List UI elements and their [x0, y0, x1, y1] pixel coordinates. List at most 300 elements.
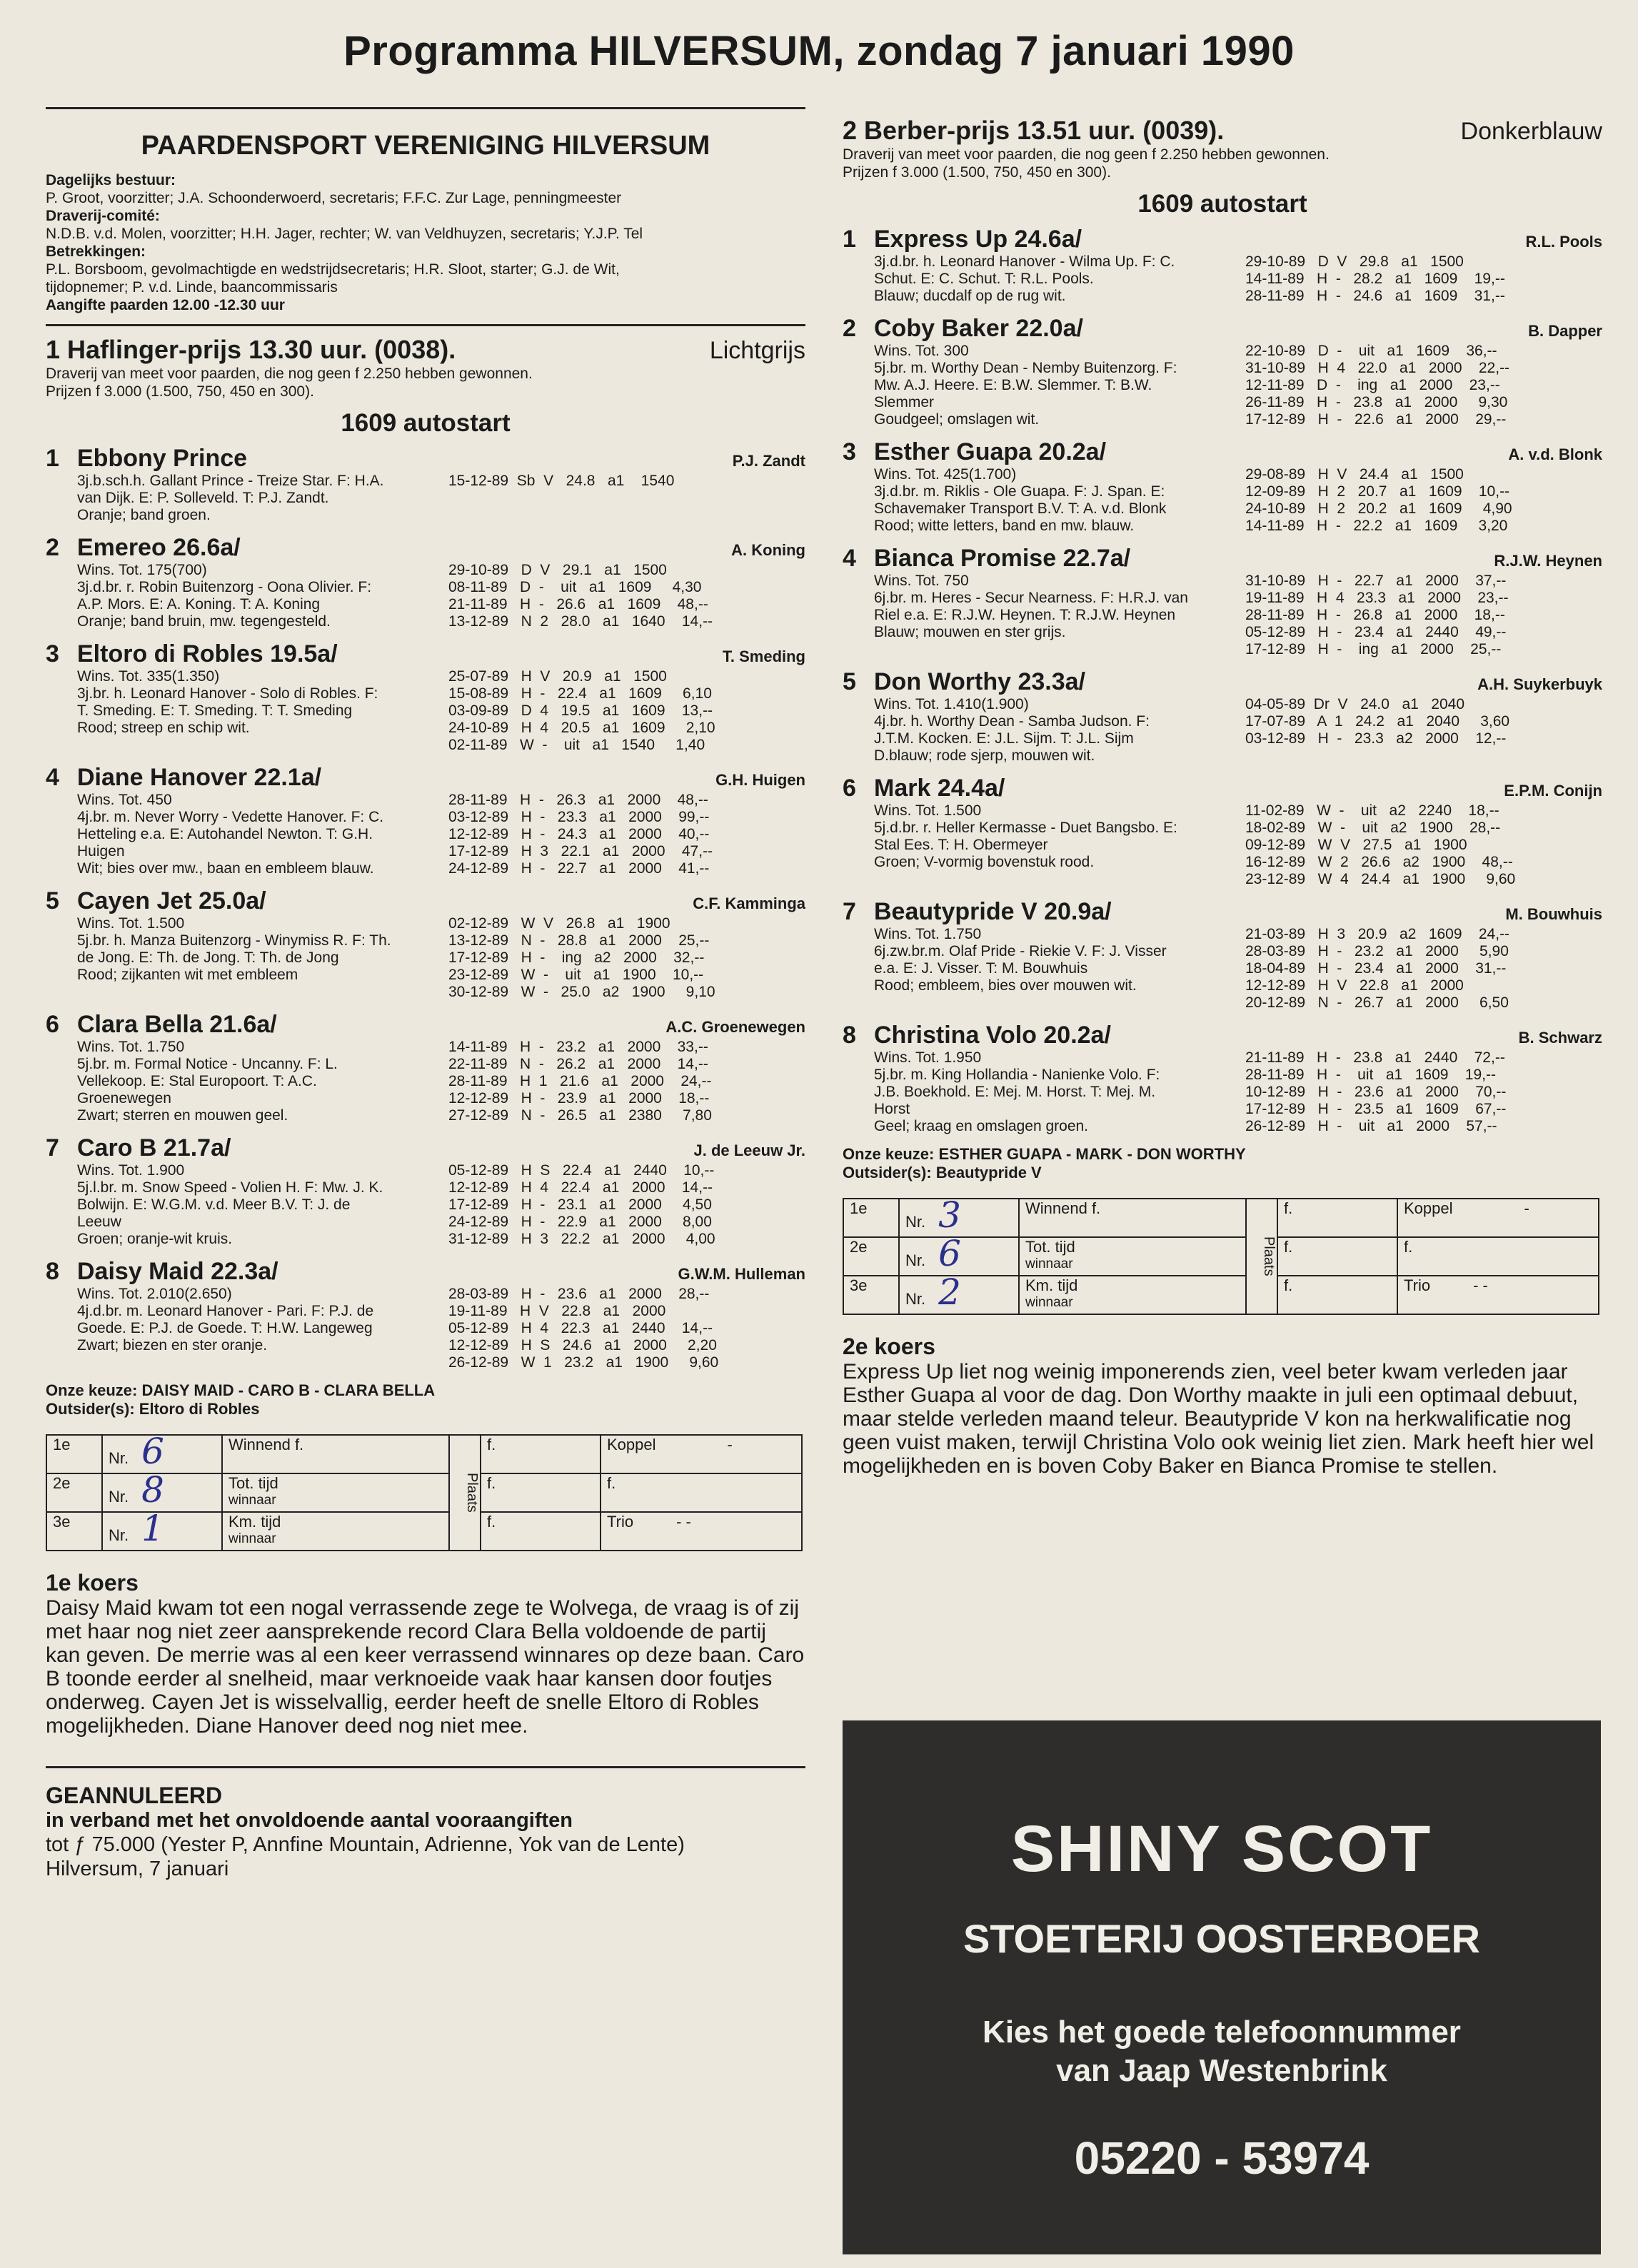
- info-line: Wins. Tot. 1.500: [77, 915, 185, 932]
- horse-driver: G.W.M. Hulleman: [678, 1265, 805, 1283]
- start-type: 1609 autostart: [341, 409, 511, 437]
- horse-info: [874, 253, 1245, 305]
- horse-results: [448, 1286, 805, 1371]
- result-line: 17-07-89 A 1 24.2 a1 2040 3,60: [1245, 713, 1510, 730]
- horse-entry: [46, 1258, 805, 1371]
- dash: - -: [1473, 1276, 1488, 1294]
- horse-details: [46, 792, 805, 877]
- result-line: 15-08-89 H - 22.4 a1 1609 6,10: [448, 685, 712, 702]
- info-line: Leeuw: [77, 1214, 121, 1230]
- bet-number-cell: [102, 1508, 222, 1551]
- horse-name: [46, 764, 321, 792]
- horse-results: [1245, 696, 1602, 765]
- bet-desc-cell: [1019, 1199, 1246, 1237]
- handwritten-number: 2: [938, 1271, 961, 1313]
- horse-number: 8: [843, 1022, 856, 1049]
- horse-details: [46, 668, 805, 754]
- bet-desc: Tot. tijd: [1025, 1238, 1075, 1256]
- our-choice: Onze keuze: DAISY MAID - CARO B - CLARA BELLA: [46, 1381, 436, 1399]
- club-line: P.L. Borsboom, gevolmachtigde en wedstrijdsecretaris; H.R. Sloot, starter; G.J. de Wit,: [46, 261, 620, 278]
- horse-results: [448, 792, 805, 877]
- result-line: 19-11-89 H V 22.8 a1 2000: [448, 1303, 666, 1319]
- result-line: 24-10-89 H 2 20.2 a1 1609 4,90: [1245, 500, 1512, 517]
- result-line: 18-04-89 H - 23.4 a1 2000 31,--: [1245, 960, 1507, 977]
- horse-info: [874, 343, 1245, 428]
- info-line: Oranje; band groen.: [77, 507, 211, 523]
- info-line: Wins. Tot. 450: [77, 792, 172, 808]
- result-line: 12-12-89 H V 22.8 a1 2000: [1245, 977, 1464, 994]
- result-line: 02-12-89 W V 26.8 a1 1900: [448, 915, 670, 932]
- horse-details: [843, 253, 1602, 305]
- info-line: 5j.br. h. Manza Buitenzorg - Winymiss R. F: Th.: [77, 932, 391, 949]
- info-line: 5j.br. m. Formal Notice - Uncanny. F: L.: [77, 1056, 338, 1072]
- horse-number: 7: [843, 898, 856, 925]
- horse-header: [843, 438, 1602, 466]
- horse-header: [843, 545, 1602, 573]
- info-line: Horst: [874, 1101, 910, 1117]
- koppel-cell: [1397, 1199, 1599, 1237]
- race-conditions: Draverij van meet voor paarden, die nog geen f 2.250 hebben gewonnen.: [46, 366, 533, 382]
- horse-number: 7: [46, 1134, 59, 1161]
- info-line: Rood; embleem, bies over mouwen wit.: [874, 977, 1137, 994]
- horse-driver: M. Bouwhuis: [1505, 905, 1602, 923]
- info-line: de Jong. E: Th. de Jong. T: Th. de Jong: [77, 949, 339, 966]
- koppel-label: Koppel: [1404, 1199, 1453, 1217]
- horse-header: [46, 640, 805, 668]
- handwritten-number: 6: [141, 1431, 164, 1472]
- outsider: Outsider(s): Eltoro di Robles: [46, 1400, 260, 1418]
- horse-header: [843, 898, 1602, 926]
- horse-name: [46, 534, 241, 562]
- cancelled-line: tot ƒ 75.000 (Yester P, Annfine Mountain, Adrienne, Yok van de Lente): [46, 1833, 685, 1856]
- ad-line: van Jaap Westenbrink: [1056, 2053, 1387, 2088]
- horse-header: [46, 887, 805, 915]
- horse-details: [843, 926, 1602, 1012]
- horse-entry: [843, 545, 1602, 658]
- horse-driver: A. v.d. Blonk: [1508, 445, 1602, 463]
- horse-number: 1: [46, 445, 59, 472]
- result-line: 12-09-89 H 2 20.7 a1 1609 10,--: [1245, 483, 1510, 500]
- nr-label: Nr.: [905, 1251, 926, 1269]
- result-line: 19-11-89 H 4 23.3 a1 2000 23,--: [1245, 590, 1509, 606]
- plaats-f-cell: f.: [481, 1512, 601, 1551]
- horse-name: [46, 1011, 277, 1039]
- result-line: 12-12-89 H - 23.9 a1 2000 18,--: [448, 1090, 710, 1107]
- info-line: Mw. A.J. Heere. E: B.W. Slemmer. T: B.W.: [874, 377, 1152, 393]
- horse-name-text: Daisy Maid 22.3a/: [77, 1258, 278, 1285]
- horse-number: 2: [46, 534, 59, 561]
- horse-results: [1245, 253, 1602, 305]
- horse-info: [874, 802, 1245, 888]
- horse-name: [843, 545, 1130, 573]
- race-2: [843, 116, 1602, 1478]
- result-line: 08-11-89 D - uit a1 1609 4,30: [448, 579, 702, 595]
- info-line: Wins. Tot. 175(700): [77, 562, 207, 578]
- result-line: 03-09-89 D 4 19.5 a1 1609 13,--: [448, 702, 713, 719]
- horse-results: [1245, 573, 1602, 658]
- horse-name-text: Caro B 21.7a/: [77, 1134, 231, 1161]
- horse-driver: B. Dapper: [1528, 322, 1602, 340]
- info-line: Zwart; biezen en ster oranje.: [77, 1337, 268, 1354]
- horse-results: [448, 915, 805, 1001]
- info-line: Wins. Tot. 1.750: [874, 926, 982, 942]
- horse-results: [1245, 466, 1602, 535]
- horse-driver: R.J.W. Heynen: [1494, 552, 1602, 570]
- result-line: 28-11-89 H - uit a1 1609 19,--: [1245, 1067, 1496, 1083]
- horse-entry: [46, 534, 805, 630]
- result-line: 13-12-89 N 2 28.0 a1 1640 14,--: [448, 613, 713, 630]
- horse-results: [1245, 1049, 1602, 1135]
- horse-name-text: Ebbony Prince: [77, 445, 248, 472]
- horse-info: [77, 915, 448, 1001]
- horse-name-text: Beautypride V 20.9a/: [874, 898, 1112, 925]
- trio-cell: [601, 1512, 802, 1551]
- horse-details: [843, 573, 1602, 658]
- result-line: 28-11-89 H - 26.3 a1 2000 48,--: [448, 792, 708, 808]
- info-line: Groen; oranje-wit kruis.: [77, 1231, 233, 1247]
- result-line: 04-05-89 Dr V 24.0 a1 2040: [1245, 696, 1465, 712]
- horse-driver: C.F. Kamminga: [693, 894, 805, 912]
- info-line: e.a. E: J. Visser. T: M. Bouwhuis: [874, 960, 1088, 977]
- bet-place-label: 2e: [46, 1473, 102, 1512]
- info-line: Geel; kraag en omslagen groen.: [874, 1118, 1089, 1134]
- result-line: 29-10-89 D V 29.1 a1 1500: [448, 562, 667, 578]
- horse-entry: [46, 1011, 805, 1124]
- horse-header: [843, 775, 1602, 802]
- result-line: 12-12-89 H 4 22.4 a1 2000 14,--: [448, 1179, 713, 1196]
- result-line: 10-12-89 H - 23.6 a1 2000 70,--: [1245, 1084, 1507, 1100]
- plaats-f-cell: f.: [481, 1473, 601, 1512]
- plaats-label: Plaats: [449, 1435, 481, 1551]
- info-line: 5j.l.br. m. Snow Speed - Volien H. F: Mw. J. K.: [77, 1179, 383, 1196]
- horse-number: 4: [843, 545, 856, 572]
- ad-headline: SHINY SCOT: [1010, 1813, 1433, 1885]
- horse-number: 6: [843, 775, 856, 802]
- advertisement: [843, 1720, 1601, 2254]
- result-line: 12-11-89 D - ing a1 2000 23,--: [1245, 377, 1500, 393]
- page-header: Programma HILVERSUM, zondag 7 januari 1990: [343, 28, 1295, 74]
- commentary-title: 2e koers: [843, 1334, 935, 1359]
- horse-info: [874, 466, 1245, 535]
- info-line: Goudgeel; omslagen wit.: [874, 411, 1040, 428]
- horse-driver: T. Smeding: [722, 647, 805, 665]
- horse-info: [77, 792, 448, 877]
- horse-header: [46, 1011, 805, 1039]
- commentary-text: Daisy Maid kwam tot een nogal verrassende zege te Wolvega, de vraag is of zij met haar nog niet zeer aansprekende record Clara Bella voldoende de partij kan geven. De merrie was al een keer verrassend winnares op deze baan. Caro B toonde eerder al snelheid, maar verknoeide vaak haar kansen door foutjes onderweg. Cayen Jet is wisselvallig, eerder heeft de snelle Eltoro di Robles mogelijkheden. Diane Hanover deed nog niet mee.: [46, 1596, 805, 1738]
- horse-name: [46, 445, 247, 473]
- result-line: 17-12-89 H - 23.1 a1 2000 4,50: [448, 1196, 712, 1213]
- info-line: Riel e.a. E: R.J.W. Heynen. T: R.J.W. Heynen: [874, 607, 1176, 623]
- club-line: Betrekkingen:: [46, 243, 146, 260]
- horse-name-text: Christina Volo 20.2a/: [874, 1022, 1111, 1049]
- bet-number-cell: [102, 1469, 222, 1512]
- info-line: Wins. Tot. 750: [874, 573, 969, 589]
- nr-label: Nr.: [109, 1488, 129, 1506]
- result-line: 03-12-89 H - 23.3 a1 2000 99,--: [448, 809, 710, 825]
- info-line: Blauw; mouwen en ster grijs.: [874, 624, 1066, 640]
- dash: - -: [676, 1513, 691, 1531]
- info-line: Oranje; band bruin, mw. tegengesteld.: [77, 613, 331, 630]
- horse-name-text: Coby Baker 22.0a/: [874, 315, 1083, 342]
- horse-name: [46, 887, 266, 915]
- bet-number-cell: [899, 1233, 1019, 1276]
- horse-name: [843, 1022, 1111, 1049]
- horse-name: [843, 438, 1106, 466]
- nr-label: Nr.: [905, 1290, 926, 1308]
- horse-entry: [843, 226, 1602, 305]
- result-line: 12-12-89 H - 24.3 a1 2000 40,--: [448, 826, 710, 842]
- club-line: P. Groot, voorzitter; J.A. Schoonderwoerd, secretaris; F.F.C. Zur Lage, penningmeester: [46, 190, 622, 206]
- horse-details: [843, 343, 1602, 428]
- horse-number: 5: [46, 887, 59, 914]
- info-line: 5j.br. m. Worthy Dean - Nemby Buitenzorg. F:: [874, 360, 1177, 376]
- horse-header: [46, 1258, 805, 1286]
- info-line: van Dijk. E: P. Solleveld. T: P.J. Zandt.: [77, 490, 329, 506]
- horse-results: [448, 1162, 805, 1248]
- bet-number-cell: [899, 1194, 1019, 1237]
- horse-number: 6: [46, 1011, 59, 1038]
- info-line: Wins. Tot. 1.410(1.900): [874, 696, 1029, 712]
- horse-header: [843, 226, 1602, 253]
- race-1: [46, 335, 805, 1881]
- horse-info: [874, 573, 1245, 658]
- horse-info: [874, 1049, 1245, 1135]
- horse-results: [448, 562, 805, 630]
- plaats-f-cell: f.: [1277, 1276, 1397, 1314]
- result-line: 21-03-89 H 3 20.9 a2 1609 24,--: [1245, 926, 1510, 942]
- horse-driver: P.J. Zandt: [732, 452, 805, 470]
- result-line: 17-12-89 H - ing a1 2000 25,--: [1245, 641, 1502, 657]
- info-line: 3j.br. h. Leonard Hanover - Solo di Robles. F:: [77, 685, 378, 702]
- horse-details: [46, 915, 805, 1001]
- horse-results: [1245, 802, 1602, 888]
- horse-number: 8: [46, 1258, 59, 1285]
- result-line: 22-10-89 D - uit a1 1609 36,--: [1245, 343, 1497, 359]
- info-line: Slemmer: [874, 394, 935, 410]
- info-line: Vellekoop. E: Stal Europoort. T: A.C.: [77, 1073, 317, 1089]
- info-line: Wins. Tot. 2.010(2.650): [77, 1286, 232, 1302]
- horse-results: [448, 1039, 805, 1124]
- info-line: Schavemaker Transport B.V. T: A. v.d. Blonk: [874, 500, 1167, 517]
- race-color: Lichtgrijs: [709, 337, 805, 364]
- bet-desc: Km. tijd: [228, 1513, 281, 1531]
- our-choice: Onze keuze: ESTHER GUAPA - MARK - DON WORTHY: [843, 1145, 1246, 1163]
- plaats-f-cell: f.: [1277, 1199, 1397, 1237]
- horse-details: [46, 473, 805, 524]
- result-line: 05-12-89 H - 23.4 a1 2440 49,--: [1245, 624, 1507, 640]
- horse-header: [46, 534, 805, 562]
- result-line: 21-11-89 H - 26.6 a1 1609 48,--: [448, 596, 708, 613]
- result-line: 24-12-89 H - 22.9 a1 2000 8,00: [448, 1214, 712, 1230]
- race-header: [843, 116, 1602, 146]
- info-line: 6j.br. m. Heres - Secur Nearness. F: H.R.J. van: [874, 590, 1188, 606]
- result-line: 21-11-89 H - 23.8 a1 2440 72,--: [1245, 1049, 1505, 1066]
- result-line: 16-12-89 W 2 26.6 a2 1900 48,--: [1245, 854, 1513, 870]
- top-rule: [46, 107, 805, 109]
- nr-label: Nr.: [109, 1449, 129, 1467]
- result-line: 18-02-89 W - uit a2 1900 28,--: [1245, 820, 1501, 836]
- commentary-title: 1e koers: [46, 1570, 139, 1596]
- bet-number-cell: [102, 1431, 222, 1473]
- horse-header: [46, 764, 805, 792]
- info-line: 5j.d.br. r. Heller Kermasse - Duet Bangsbo. E:: [874, 820, 1177, 836]
- koppel-label: Koppel: [607, 1436, 656, 1453]
- horse-info: [77, 668, 448, 754]
- horse-header: [46, 1134, 805, 1162]
- horse-entry: [843, 668, 1602, 765]
- bet-desc: winnaar: [228, 1531, 276, 1546]
- start-type: 1609 autostart: [1137, 190, 1307, 218]
- result-line: 27-12-89 N - 26.5 a1 2380 7,80: [448, 1107, 712, 1124]
- result-line: 26-12-89 H - uit a1 2000 57,--: [1245, 1118, 1497, 1134]
- bet-place-label: 3e: [843, 1276, 899, 1314]
- info-line: D.blauw; rode sjerp, mouwen wit.: [874, 747, 1095, 764]
- result-line: 23-12-89 W 4 24.4 a1 1900 9,60: [1245, 871, 1516, 887]
- result-line: 28-11-89 H - 26.8 a1 2000 18,--: [1245, 607, 1505, 623]
- horse-driver: A. Koning: [731, 541, 805, 559]
- nr-label: Nr.: [109, 1526, 129, 1544]
- result-line: 31-10-89 H - 22.7 a1 2000 37,--: [1245, 573, 1507, 589]
- horse-driver: B. Schwarz: [1518, 1029, 1602, 1047]
- result-line: 09-12-89 W V 27.5 a1 1900: [1245, 837, 1467, 853]
- horse-entry: [843, 775, 1602, 888]
- info-line: Hetteling e.a. E: Autohandel Newton. T: G.H.: [77, 826, 373, 842]
- result-line: 17-12-89 H 3 22.1 a1 2000 47,--: [448, 843, 713, 860]
- horse-info: [77, 562, 448, 630]
- horse-name-text: Clara Bella 21.6a/: [77, 1011, 277, 1038]
- ad-stud-farm: STOETERIJ OOSTERBOER: [963, 1916, 1480, 1961]
- horse-driver: E.P.M. Conijn: [1504, 782, 1602, 800]
- horse-info: [874, 926, 1245, 1012]
- info-line: 3j.d.br. r. Robin Buitenzorg - Oona Olivier. F:: [77, 579, 372, 595]
- info-line: Wins. Tot. 1.500: [874, 802, 982, 819]
- result-line: 26-12-89 W 1 23.2 a1 1900 9,60: [448, 1354, 719, 1371]
- koppel-f-cell: f.: [601, 1473, 802, 1512]
- result-line: 11-02-89 W - uit a2 2240 18,--: [1245, 802, 1499, 819]
- info-line: Rood; streep en schip wit.: [77, 720, 250, 736]
- bet-desc-cell: [1019, 1276, 1246, 1314]
- horse-info: [77, 1286, 448, 1371]
- bet-form: [46, 1431, 803, 1551]
- bet-place-label: 1e: [843, 1199, 899, 1237]
- info-line: Wit; bies over mw., baan en embleem blauw.: [77, 860, 374, 877]
- info-line: Stal Ees. T: H. Obermeyer: [874, 837, 1048, 853]
- horse-number: 2: [843, 315, 856, 342]
- result-line: 24-12-89 H - 22.7 a1 2000 41,--: [448, 860, 710, 877]
- horse-name-text: Cayen Jet 25.0a/: [77, 887, 266, 914]
- nr-label: Nr.: [905, 1213, 926, 1231]
- result-line: 17-12-89 H - 23.5 a1 1609 67,--: [1245, 1101, 1507, 1117]
- bet-place-label: 1e: [46, 1435, 102, 1473]
- horse-name-text: Emereo 26.6a/: [77, 534, 241, 561]
- horse-info: [874, 696, 1245, 765]
- info-line: Wins. Tot. 300: [874, 343, 969, 359]
- race-color: Donkerblauw: [1460, 118, 1602, 145]
- info-line: Wins. Tot. 1.750: [77, 1039, 185, 1055]
- horse-header: [46, 445, 805, 473]
- horse-name-text: Mark 24.4a/: [874, 775, 1005, 802]
- bet-desc: Km. tijd: [1025, 1276, 1078, 1294]
- result-line: 24-10-89 H 4 20.5 a1 1609 2,10: [448, 720, 715, 736]
- result-line: 17-12-89 H - 22.6 a1 2000 29,--: [1245, 411, 1507, 428]
- bet-desc-cell: [1019, 1237, 1246, 1276]
- result-line: 22-11-89 N - 26.2 a1 2000 14,--: [448, 1056, 708, 1072]
- info-line: Wins. Tot. 1.900: [77, 1162, 185, 1179]
- club-line: tijdopnemer; P. v.d. Linde, baancommissaris: [46, 279, 338, 296]
- horse-driver: G.H. Huigen: [715, 771, 805, 789]
- horse-results: [448, 473, 805, 524]
- result-line: 20-12-89 N - 26.7 a1 2000 6,50: [1245, 994, 1509, 1011]
- race-title: 1 Haflinger-prijs 13.30 uur. (0038).: [46, 335, 456, 364]
- trio-label: Trio: [607, 1513, 634, 1531]
- horse-number: 1: [843, 226, 856, 253]
- handwritten-number: 6: [938, 1233, 961, 1274]
- horse-name: [843, 226, 1082, 253]
- outsider: Outsider(s): Beautypride V: [843, 1164, 1042, 1181]
- horse-header: [843, 668, 1602, 696]
- race-prizes: Prijzen f 3.000 (1.500, 750, 450 en 300).: [843, 164, 1111, 181]
- horse-number: 3: [843, 438, 856, 465]
- info-line: Wins. Tot. 425(1.700): [874, 466, 1017, 483]
- horse-details: [46, 1162, 805, 1248]
- dash: -: [727, 1436, 733, 1453]
- handwritten-number: 8: [141, 1469, 164, 1511]
- divider: [46, 324, 805, 326]
- club-line: Draverij-comité:: [46, 208, 160, 224]
- result-line: 26-11-89 H - 23.8 a1 2000 9,30: [1245, 394, 1508, 410]
- horse-details: [46, 562, 805, 630]
- horse-driver: A.H. Suykerbuyk: [1477, 675, 1602, 693]
- info-line: J.T.M. Kocken. E: J.L. Sijm. T: J.L. Sijm: [874, 730, 1134, 747]
- ad-phone: 05220 - 53974: [1074, 2132, 1370, 2184]
- horse-name-text: Diane Hanover 22.1a/: [77, 764, 322, 791]
- info-line: Wins. Tot. 335(1.350): [77, 668, 220, 685]
- horse-name: [843, 898, 1112, 926]
- result-line: 12-12-89 H S 24.6 a1 2000 2,20: [448, 1337, 717, 1354]
- info-line: J.B. Boekhold. E: Mej. M. Horst. T: Mej. M.: [874, 1084, 1156, 1100]
- result-line: 03-12-89 H - 23.3 a2 2000 12,--: [1245, 730, 1507, 747]
- bet-form: [843, 1194, 1599, 1315]
- club-lines: [46, 171, 805, 314]
- bet-place-label: 3e: [46, 1512, 102, 1551]
- commentary-text: Express Up liet nog weinig imponerends zien, veel beter kwam verleden jaar Esther Guapa al voor de dag. Don Worthy maakte in juli een optimaal debuut, maar stelde verleden maand teleur. Beautypride V kon na herkwalificatie nog geen vuist maken, terwijl Christina Volo ook weinig liet zien. Mark heeft hier wel mogelijkheden en is boven Coby Baker en Bianca Promise te stellen.: [843, 1360, 1594, 1478]
- info-line: Rood; witte letters, band en mw. blauw.: [874, 518, 1135, 534]
- result-line: 17-12-89 H - ing a2 2000 32,--: [448, 949, 705, 966]
- plaats-label: Plaats: [1246, 1199, 1277, 1314]
- bet-desc: Tot. tijd: [228, 1474, 278, 1492]
- trio-cell: [1397, 1276, 1599, 1314]
- info-line: T. Smeding. E: T. Smeding. T: T. Smeding: [77, 702, 353, 719]
- club-line: N.D.B. v.d. Molen, voorzitter; H.H. Jager, rechter; W. van Veldhuyzen, secretaris; Y.J.P. Tel: [46, 226, 643, 242]
- bet-desc: winnaar: [1025, 1295, 1073, 1310]
- cancelled-reason: in verband met het onvoldoende aantal vooraangiften: [46, 1809, 573, 1832]
- result-line: 02-11-89 W - uit a1 1540 1,40: [448, 737, 705, 753]
- cancelled-line: Hilversum, 7 januari: [46, 1858, 229, 1880]
- bet-desc: winnaar: [1025, 1256, 1073, 1271]
- race-prizes: Prijzen f 3.000 (1.500, 750, 450 en 300).: [46, 383, 314, 400]
- horse-results: [1245, 343, 1602, 428]
- result-line: 28-03-89 H - 23.2 a1 2000 5,90: [1245, 943, 1509, 959]
- result-line: 23-12-89 W - uit a1 1900 10,--: [448, 967, 704, 983]
- bet-desc-cell: [222, 1435, 449, 1473]
- bet-number-cell: [899, 1271, 1019, 1314]
- cancelled-notice: [46, 1766, 805, 1881]
- bet-desc-cell: [222, 1512, 449, 1551]
- horse-details: [843, 802, 1602, 888]
- handwritten-number: 3: [938, 1194, 961, 1236]
- result-line: 29-08-89 H V 24.4 a1 1500: [1245, 466, 1464, 483]
- right-column: [843, 107, 1602, 1478]
